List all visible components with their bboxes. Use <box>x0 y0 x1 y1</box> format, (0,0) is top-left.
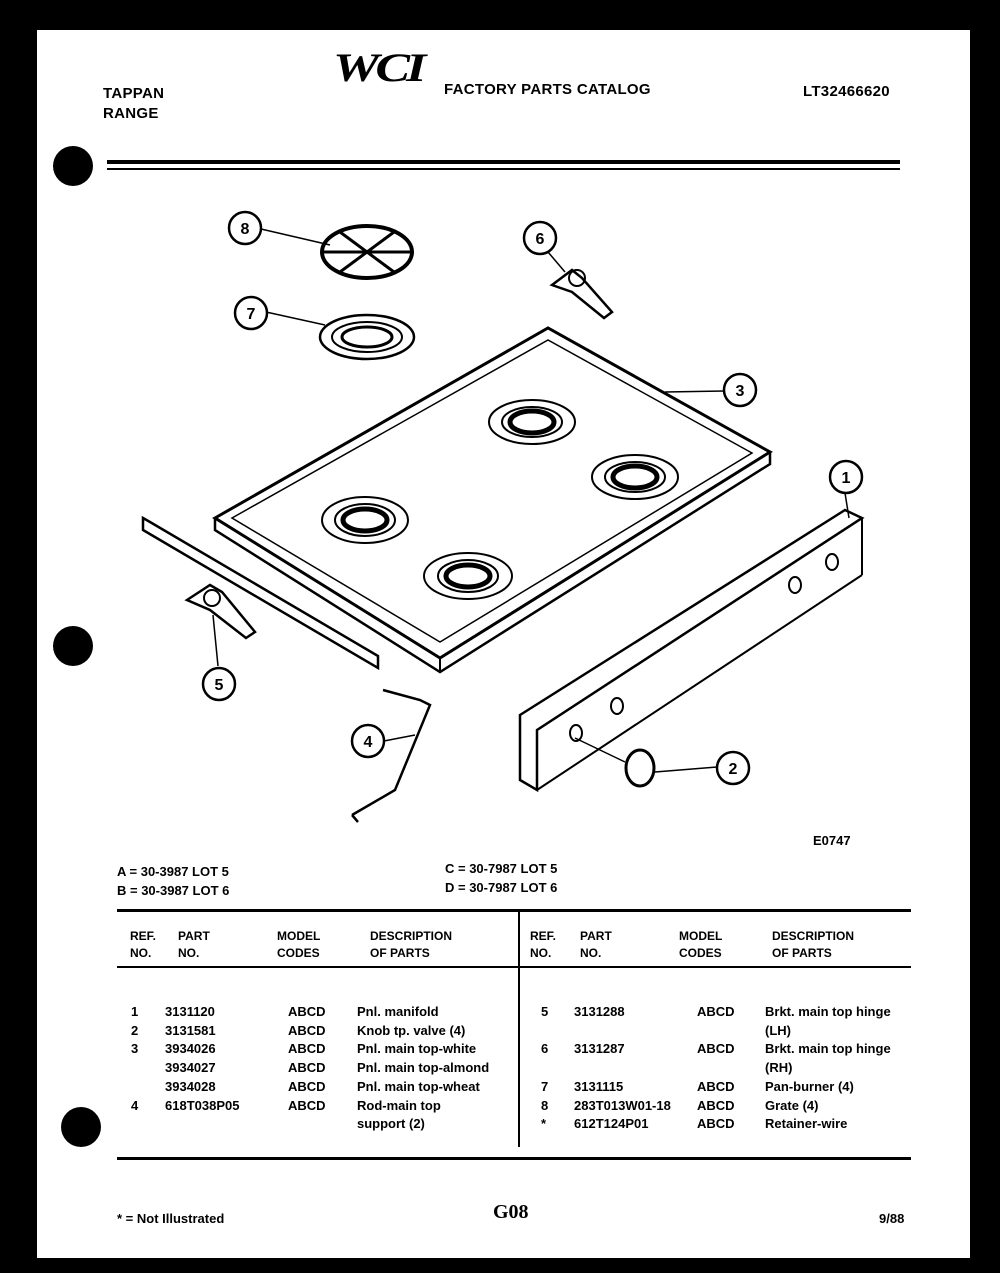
left-row-part: 3131120 <box>165 1004 215 1019</box>
callout-4: 4 <box>363 734 373 751</box>
right-row-part: 3131287 <box>574 1041 625 1057</box>
right-row-codes: ABCD <box>697 1078 735 1094</box>
left-row-ref: 1 <box>131 1004 139 1019</box>
figure-code: E0747 <box>813 833 851 848</box>
pan-burner-part <box>320 315 414 359</box>
left-row-desc: support (2) <box>357 1116 425 1132</box>
right-row-codes: ABCD <box>697 1004 735 1019</box>
right-row-desc: Brkt. main top hinge <box>765 1004 891 1019</box>
header-desc-right: DESCRIPTION OF PARTS <box>772 929 855 960</box>
binder-hole-bottom <box>61 1107 101 1147</box>
not-illustrated-note: * = Not Illustrated <box>117 1211 225 1226</box>
table-column-divider <box>518 909 520 1147</box>
callout-8: 8 <box>240 221 250 238</box>
right-row-desc: (RH) <box>765 1060 793 1076</box>
header-part: PART NO. <box>178 929 210 960</box>
left-row-codes: ABCD <box>288 1022 326 1038</box>
grate-part <box>322 226 412 278</box>
right-row-ref: 6 <box>541 1041 549 1057</box>
catalog-title: FACTORY PARTS CATALOG <box>444 81 651 98</box>
left-row-desc: Rod-main top <box>357 1097 441 1113</box>
left-row-part: 3131581 <box>165 1022 216 1038</box>
right-row-codes: ABCD <box>697 1097 735 1113</box>
table-top-rule <box>117 909 911 912</box>
right-row-ref: * <box>541 1116 547 1132</box>
header-model-right: MODEL CODES <box>679 929 723 960</box>
left-row-part: 3934027 <box>165 1060 216 1076</box>
callout-5: 5 <box>214 677 224 694</box>
left-row-desc: Knob tp. valve (4) <box>357 1022 466 1038</box>
callout-2: 2 <box>728 761 738 778</box>
right-row-codes: ABCD <box>697 1041 735 1057</box>
hinge-lh-part <box>187 585 255 638</box>
left-row-part: 618T038P05 <box>165 1097 240 1113</box>
revision-date: 9/88 <box>879 1211 905 1226</box>
left-row-codes: ABCD <box>288 1060 326 1076</box>
left-row-part: 3934028 <box>165 1078 216 1094</box>
right-row-ref: 7 <box>541 1078 549 1094</box>
brand-line1: TAPPAN <box>103 85 165 102</box>
left-row-codes: ABCD <box>288 1097 326 1113</box>
model-a: A = 30-3987 LOT 5 <box>117 864 229 879</box>
catalog-number: LT32466620 <box>803 83 890 100</box>
header-desc: DESCRIPTION OF PARTS <box>370 929 453 960</box>
table-bottom-rule <box>117 1157 911 1160</box>
callout-7: 7 <box>246 306 256 323</box>
right-row-desc: Brkt. main top hinge <box>765 1041 891 1057</box>
table-header-rule <box>117 966 911 968</box>
right-row-codes: ABCD <box>697 1116 735 1132</box>
right-row-part: 3131115 <box>574 1078 624 1094</box>
right-row-desc: (LH) <box>765 1022 791 1038</box>
left-row-codes: ABCD <box>288 1078 326 1094</box>
header-ref-right: REF. NO. <box>530 929 557 960</box>
header-ref: REF. NO. <box>130 929 157 960</box>
left-row-desc: Pnl. main top-wheat <box>357 1078 480 1094</box>
right-row-part: 3131288 <box>574 1004 625 1019</box>
header-model: MODEL CODES <box>277 929 321 960</box>
left-row-desc: Pnl. main top-almond <box>357 1060 490 1076</box>
callout-1: 1 <box>841 470 851 487</box>
left-row-codes: ABCD <box>288 1041 326 1057</box>
left-row-ref: 3 <box>131 1041 139 1057</box>
right-row-desc: Retainer-wire <box>765 1116 848 1132</box>
left-row-codes: ABCD <box>288 1004 326 1019</box>
header-part-right: PART NO. <box>580 929 612 960</box>
left-row-part: 3934026 <box>165 1041 216 1057</box>
right-row-desc: Pan-burner (4) <box>765 1078 854 1094</box>
model-c: C = 30-7987 LOT 5 <box>445 861 558 876</box>
callout-6: 6 <box>535 231 545 248</box>
callout-3: 3 <box>735 383 745 400</box>
right-row-ref: 8 <box>541 1097 549 1113</box>
left-row-desc: Pnl. main top-white <box>357 1041 477 1057</box>
wci-logo: WCI <box>333 45 423 90</box>
right-row-desc: Grate (4) <box>765 1097 819 1113</box>
model-d: D = 30-7987 LOT 6 <box>445 880 558 895</box>
left-row-desc: Pnl. manifold <box>357 1004 439 1019</box>
right-row-ref: 5 <box>541 1004 549 1019</box>
hinge-rh-part <box>552 270 612 318</box>
left-row-ref: 4 <box>131 1097 139 1113</box>
right-row-part: 283T013W01-18 <box>574 1097 671 1113</box>
left-row-ref: 2 <box>131 1022 139 1038</box>
brand-line2: RANGE <box>103 105 159 122</box>
page-code: G08 <box>493 1201 529 1223</box>
knob-part <box>575 738 654 786</box>
model-b: B = 30-3987 LOT 6 <box>117 883 230 898</box>
right-row-part: 612T124P01 <box>574 1116 649 1132</box>
